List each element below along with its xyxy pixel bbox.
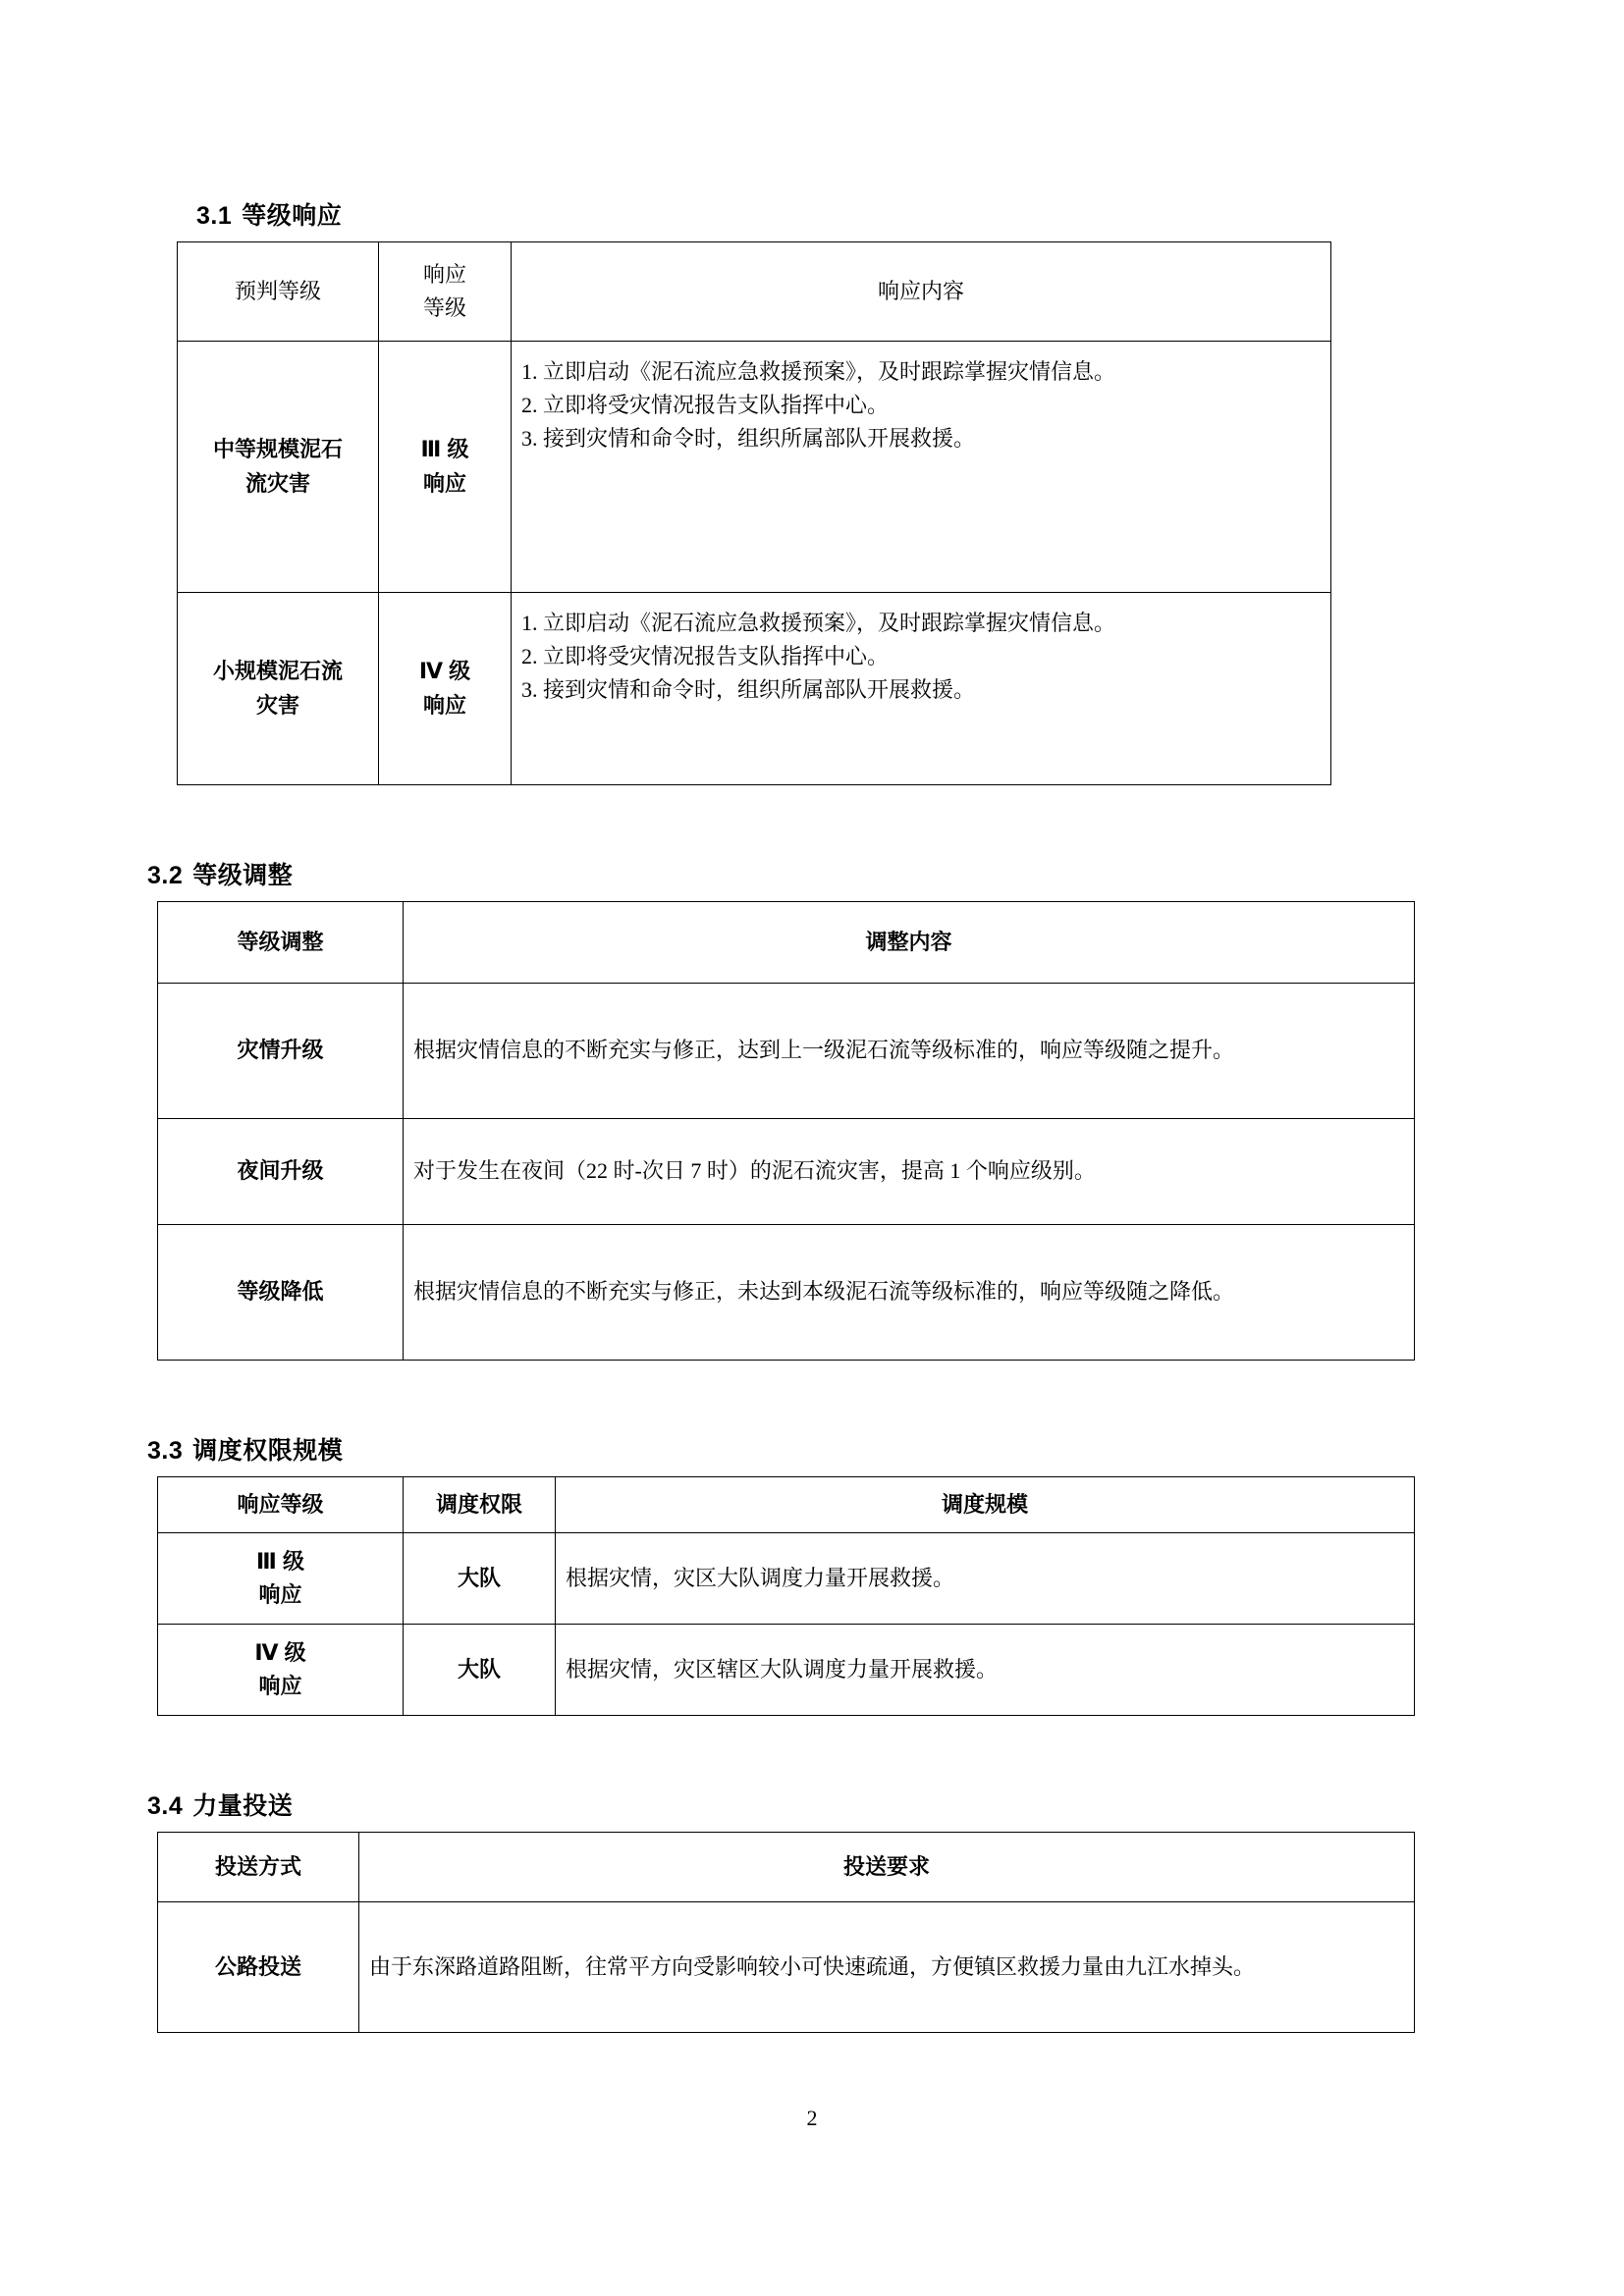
header-dispatch-scale: 调度规模 bbox=[556, 1477, 1415, 1533]
section-title-3-1: 等级响应 bbox=[242, 202, 343, 230]
table-row bbox=[158, 1119, 1415, 1225]
cell-response-level-line2: 响应 bbox=[422, 470, 466, 496]
cell-response-level bbox=[158, 1625, 404, 1716]
cell-adjustment-type: 等级降低 bbox=[158, 1225, 404, 1361]
cell-response-level bbox=[379, 342, 512, 593]
cell-predicted-level-line2: 流灾害 bbox=[244, 470, 310, 496]
cell-dispatch-authority: 大队 bbox=[404, 1625, 556, 1716]
content-line-2: 2. 立即将受灾情况报告支队指挥中心。 bbox=[521, 393, 890, 418]
section-number-3-3: 3.3 bbox=[147, 1437, 184, 1465]
section-heading-3-3 bbox=[147, 1431, 1453, 1467]
cell-adjustment-type: 夜间升级 bbox=[158, 1119, 404, 1225]
section-heading-3-1 bbox=[147, 196, 1453, 232]
header-adjustment-content: 调整内容 bbox=[404, 902, 1415, 984]
table-row bbox=[158, 1533, 1415, 1625]
table-dispatch-authority-scale bbox=[157, 1476, 1415, 1716]
section-number-3-4: 3.4 bbox=[147, 1792, 184, 1820]
table-row bbox=[158, 984, 1415, 1119]
section-title-3-4: 力量投送 bbox=[192, 1792, 294, 1820]
header-dispatch-authority: 调度权限 bbox=[404, 1477, 556, 1533]
cell-response-content bbox=[512, 593, 1331, 785]
header-delivery-method: 投送方式 bbox=[158, 1833, 359, 1902]
cell-adjustment-content: 对于发生在夜间（22 时-次日 7 时）的泥石流灾害，提高 1 个响应级别。 bbox=[404, 1119, 1415, 1225]
content-line-3: 3. 接到灾情和命令时，组织所属部队开展救援。 bbox=[521, 426, 976, 452]
cell-predicted-level-line2: 灾害 bbox=[255, 692, 299, 718]
cell-adjustment-content: 根据灾情信息的不断充实与修正，达到上一级泥石流等级标准的，响应等级随之提升。 bbox=[404, 984, 1415, 1119]
header-adjustment-type: 等级调整 bbox=[158, 902, 404, 984]
cell-adjustment-content: 根据灾情信息的不断充实与修正，未达到本级泥石流等级标准的，响应等级随之降低。 bbox=[404, 1225, 1415, 1361]
table-row bbox=[158, 1625, 1415, 1716]
cell-delivery-requirement: 由于东深路道路阻断，往常平方向受影响较小可快速疏通，方便镇区救援力量由九江水掉头。 bbox=[359, 1902, 1415, 2033]
table-row bbox=[158, 1902, 1415, 2033]
table-row bbox=[178, 342, 1331, 593]
table-row bbox=[178, 593, 1331, 785]
page-content bbox=[147, 196, 1453, 2033]
cell-response-level bbox=[158, 1533, 404, 1625]
table-grade-adjustment bbox=[157, 901, 1415, 1361]
table-header-row bbox=[158, 1477, 1415, 1533]
cell-predicted-level-line1: 小规模泥石流 bbox=[212, 659, 343, 684]
cell-predicted-level bbox=[178, 593, 379, 785]
cell-response-level-line1: Ⅳ 级 bbox=[418, 659, 471, 684]
cell-predicted-level-line1: 中等规模泥石 bbox=[212, 437, 343, 462]
cell-delivery-method: 公路投送 bbox=[158, 1902, 359, 2033]
cell-response-level-line2: 响应 bbox=[258, 1582, 302, 1607]
content-line-1: 1. 立即启动《泥石流应急救援预案》，及时跟踪掌握灾情信息。 bbox=[521, 359, 1116, 384]
section-heading-3-2 bbox=[147, 856, 1453, 891]
table-grade-response bbox=[177, 241, 1331, 785]
section-title-3-2: 等级调整 bbox=[192, 862, 294, 889]
header-response-level bbox=[379, 242, 512, 342]
table-row bbox=[158, 1225, 1415, 1361]
table-header-row bbox=[158, 902, 1415, 984]
cell-response-level-line2: 响应 bbox=[422, 692, 466, 718]
cell-dispatch-authority: 大队 bbox=[404, 1533, 556, 1625]
cell-response-level bbox=[379, 593, 512, 785]
table-force-delivery bbox=[157, 1832, 1415, 2033]
cell-response-level-line1: Ⅲ 级 bbox=[256, 1548, 304, 1574]
content-line-3: 3. 接到灾情和命令时，组织所属部队开展救援。 bbox=[521, 677, 976, 703]
header-response-level-line2: 等级 bbox=[422, 295, 466, 320]
header-predicted-level: 预判等级 bbox=[178, 242, 379, 342]
spacer bbox=[147, 1716, 1453, 1787]
page-number: 2 bbox=[806, 2106, 818, 2130]
table-header-row bbox=[158, 1833, 1415, 1902]
header-response-level: 响应等级 bbox=[158, 1477, 404, 1533]
content-line-2: 2. 立即将受灾情况报告支队指挥中心。 bbox=[521, 644, 890, 669]
header-response-level-line1: 响应 bbox=[422, 261, 466, 287]
table-header-row bbox=[178, 242, 1331, 342]
header-response-content: 响应内容 bbox=[512, 242, 1331, 342]
cell-response-content bbox=[512, 342, 1331, 593]
header-delivery-requirement: 投送要求 bbox=[359, 1833, 1415, 1902]
spacer bbox=[147, 785, 1453, 856]
section-heading-3-4 bbox=[147, 1787, 1453, 1822]
section-title-3-3: 调度权限规模 bbox=[192, 1437, 344, 1465]
cell-response-level-line1: Ⅳ 级 bbox=[254, 1639, 306, 1665]
spacer bbox=[147, 1361, 1453, 1431]
cell-adjustment-type: 灾情升级 bbox=[158, 984, 404, 1119]
cell-dispatch-scale: 根据灾情，灾区辖区大队调度力量开展救援。 bbox=[556, 1625, 1415, 1716]
cell-predicted-level bbox=[178, 342, 379, 593]
section-number-3-1: 3.1 bbox=[196, 202, 233, 230]
section-number-3-2: 3.2 bbox=[147, 862, 184, 889]
cell-response-level-line1: Ⅲ 级 bbox=[420, 437, 469, 462]
content-line-1: 1. 立即启动《泥石流应急救援预案》，及时跟踪掌握灾情信息。 bbox=[521, 611, 1116, 635]
cell-response-level-line2: 响应 bbox=[258, 1674, 302, 1698]
cell-dispatch-scale: 根据灾情，灾区大队调度力量开展救援。 bbox=[556, 1533, 1415, 1625]
